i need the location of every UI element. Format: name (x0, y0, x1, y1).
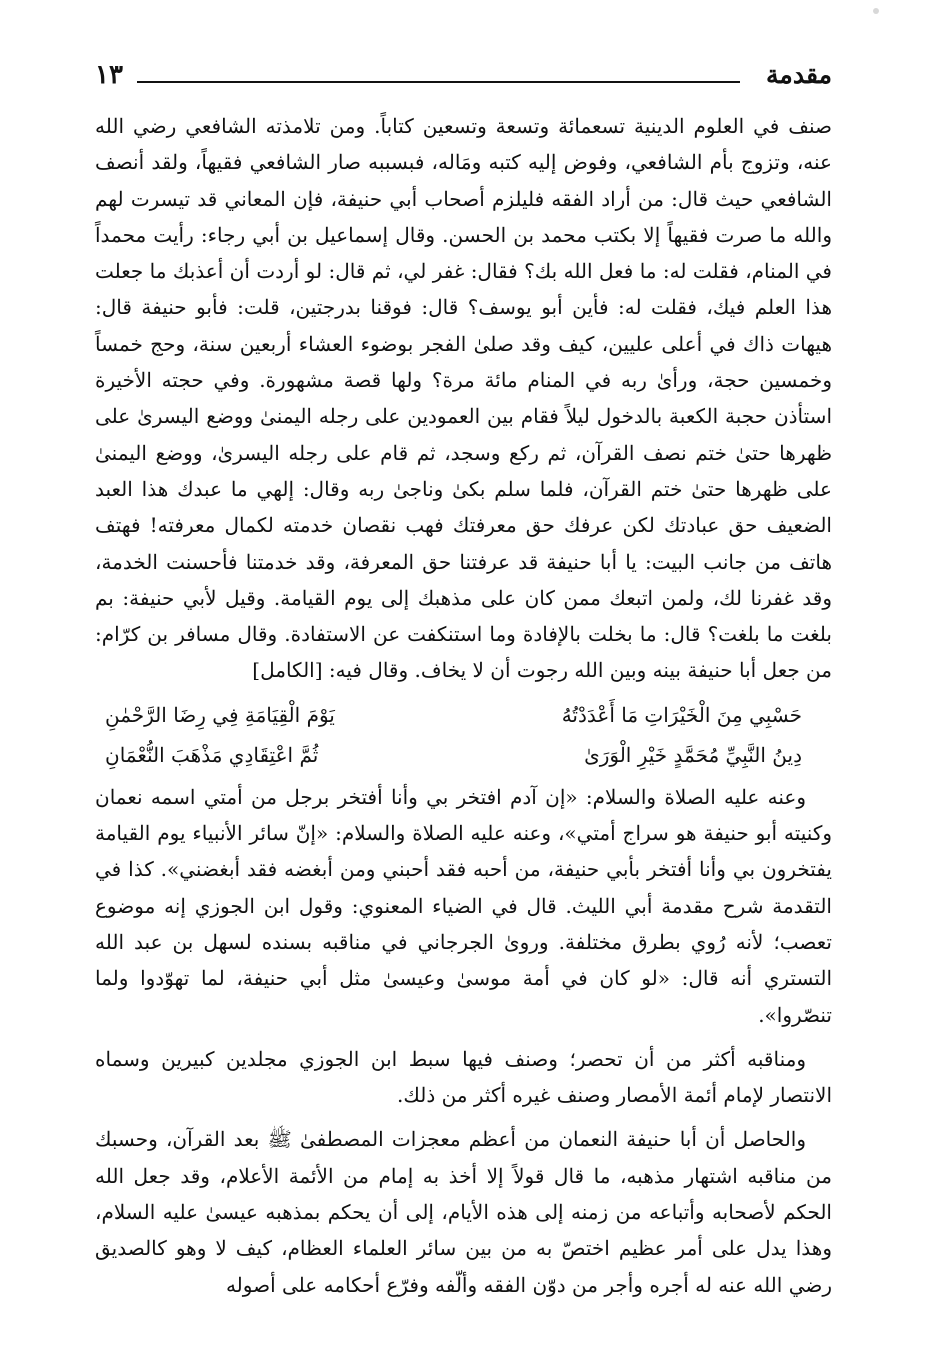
section-title: مقدمة (766, 60, 832, 89)
verse-2-second-hemistich: ثُمَّ اعْتِقَادِي مَذْهَبَ النُّعْمَانِ (105, 742, 319, 767)
poem-verses (95, 695, 832, 775)
verse-1-first-hemistich: حَسْبِي مِنَ الْخَيْرَاتِ مَا أَعْدَدْتُهُ (561, 702, 802, 727)
body-text (95, 108, 832, 1303)
scan-speck (873, 8, 879, 14)
verse-line-2 (95, 735, 832, 775)
header-rule (137, 81, 740, 83)
paragraph-2: وعنه عليه الصلاة والسلام: «إن آدم افتخر بي وأنا أفتخر برجل من أمتي اسمه نعمان وكنيته أبو حنيفة هو سراج أمتي»، وعنه عليه الصلاة والسلام: «إنّ سائر الأنبياء يوم القيامة يفتخرون بي وأنا أفتخر بأبي حنيفة، من أحبه فقد أحبني ومن أبغضه فقد أبغضني». كذا في التقدمة شرح مقدمة أبي الليث. قال في الضياء المعنوي: وقول ابن الجوزي إنه موضوع تعصب؛ لأنه رُوي بطرق مختلفة. وروىٰ الجرجاني في مناقبه بسنده لسهل بن عبد الله التستري أنه قال: «لو كان في أمة موسىٰ وعيسىٰ مثل أبي حنيفة، لما تهوّدوا ولما تنصّروا». (95, 784, 832, 1027)
verse-2-first-hemistich: دِينُ النَّبِيِّ مُحَمَّدٍ خَيْرِ الْوَرَىٰ (584, 742, 802, 767)
page-header (95, 58, 832, 98)
paragraph-1: صنف في العلوم الدينية تسعمائة وتسعة وتسعين كتاباً. ومن تلامذته الشافعي رضي الله عنه، وتزوج بأم الشافعي، وفوض إليه كتبه ومَاله، فبسببه صار الشافعي فقيهاً، ولقد أنصف الشافعي حيث قال: من أراد الفقه فليلزم أصحاب أبي حنيفة، فإن المعاني قد تيسرت لهم والله ما صرت فقيهاً إلا بكتب محمد بن الحسن. وقال إسماعيل بن أبي رجاء: رأيت محمداً في المنام، فقلت له: ما فعل الله بك؟ فقال: غفر لي، ثم قال: لو أردت أن أعذبك ما جعلت هذا العلم فيك، فقلت له: فأين أبو يوسف؟ قال: فوقنا بدرجتين، قلت: فأبو حنيفة قال: هيهات ذاك في أعلى عليين، كيف وقد صلىٰ الفجر بوضوء العشاء أربعين سنة، وحج خمساً وخمسين حجة، ورأىٰ ربه في المنام مائة مرة؟ ولها قصة مشهورة. وفي حجته الأخيرة استأذن حجبة الكعبة بالدخول ليلاً فقام بين العمودين على رجله اليمنىٰ ووضع اليسرىٰ على ظهرها حتىٰ ختم نصف القرآن، ثم ركع وسجد، ثم قام على رجله اليسرىٰ، ووضع اليمنىٰ على ظهرها حتىٰ ختم القرآن، فلما سلم بكىٰ وناجىٰ ربه وقال: إلهي ما عبدك هذا العبد الضعيف حق عبادتك لكن عرفك حق معرفتك فهب نقصان خدمته لكمال معرفته! فهتف هاتف من جانب البيت: يا أبا حنيفة قد عرفتنا حق المعرفة، وقد خدمتنا فأحسنت الخدمة، وقد غفرنا لك، ولمن اتبعك ممن كان على مذهبك إلى يوم القيامة. وقيل لأبي حنيفة: بم بلغت ما بلغت؟ قال: ما بخلت بالإفادة وما استنكفت عن الاستفادة. وقال مسافر بن كرّام: من جعل أبا حنيفة بينه وبين الله رجوت أن لا يخاف. وقال فيه: [الكامل] (95, 114, 832, 683)
paragraph-4: والحاصل أن أبا حنيفة النعمان من أعظم معجزات المصطفىٰ ﷺ بعد القرآن، وحسبك من مناقبه اشتهار مذهبه، ما قال قولاً إلا أخذ به إمام من الأئمة الأعلام، وقد جعل الله الحكم لأصحابه وأتباعه من زمنه إلى هذه الأيام، إلى أن يحكم بمذهبه عيسىٰ عليه السلام، وهذا يدل على أمر عظيم اختصّ به من بين سائر العلماء العظام، كيف لا وهو كالصديق رضي الله عنه له أجره وأجر من دوّن الفقه وألّفه وفرّع أحكامه على أصوله (95, 1127, 832, 1297)
paragraph-3: ومناقبه أكثر من أن تحصر؛ وصنف فيها سبط ابن الجوزي مجلدين كبيرين وسماه الانتصار لإمام أئمة الأمصار وصنف غيره أكثر من ذلك. (95, 1046, 832, 1108)
page-number: ١٣ (95, 60, 123, 90)
verse-1-second-hemistich: يَوْمَ الْقِيَامَةِ فِي رِضَا الرَّحْمٰنِ (105, 702, 335, 727)
verse-line-1 (95, 695, 832, 735)
